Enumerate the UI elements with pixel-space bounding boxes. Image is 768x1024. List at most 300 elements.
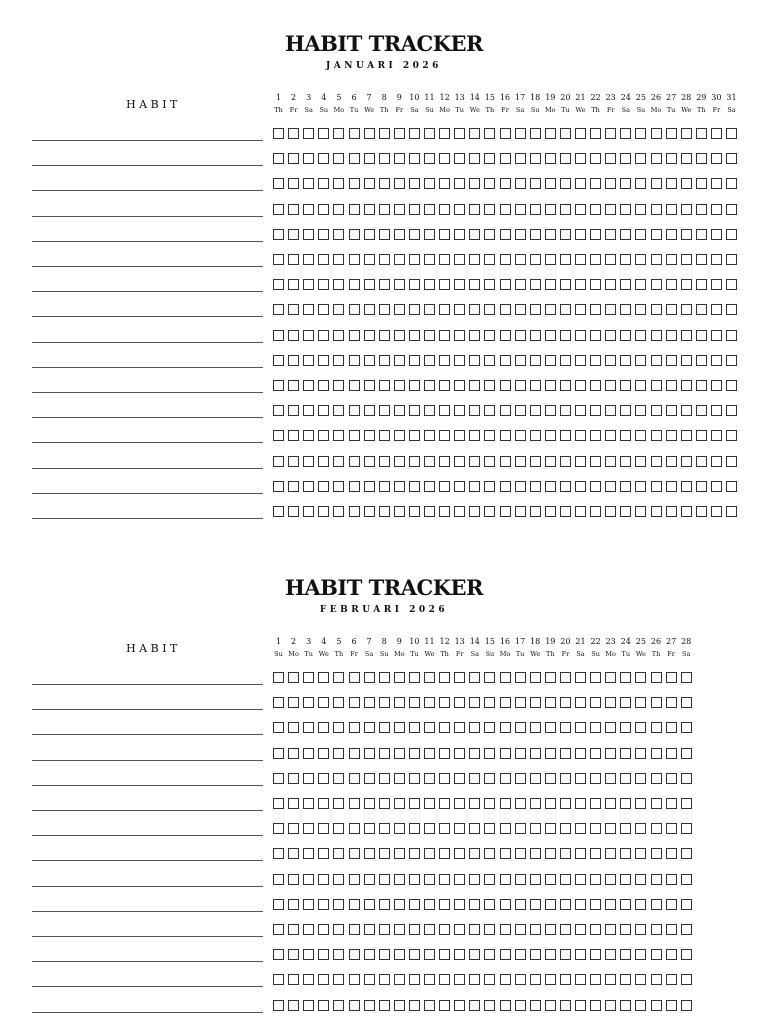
habit-checkbox[interactable]	[666, 697, 677, 708]
habit-checkbox[interactable]	[364, 924, 375, 935]
habit-checkbox[interactable]	[500, 330, 511, 341]
habit-checkbox[interactable]	[605, 254, 616, 265]
habit-checkbox[interactable]	[364, 204, 375, 215]
habit-checkbox[interactable]	[726, 430, 737, 441]
habit-checkbox[interactable]	[605, 798, 616, 809]
habit-checkbox[interactable]	[681, 330, 692, 341]
habit-checkbox[interactable]	[273, 798, 284, 809]
habit-checkbox[interactable]	[318, 430, 329, 441]
habit-checkbox[interactable]	[651, 279, 662, 290]
habit-checkbox[interactable]	[439, 456, 450, 467]
habit-checkbox[interactable]	[666, 456, 677, 467]
habit-checkbox[interactable]	[379, 874, 390, 885]
habit-checkbox[interactable]	[575, 430, 586, 441]
habit-checkbox[interactable]	[666, 128, 677, 139]
habit-checkbox[interactable]	[560, 304, 571, 315]
habit-checkbox[interactable]	[590, 304, 601, 315]
habit-checkbox[interactable]	[560, 924, 571, 935]
habit-checkbox[interactable]	[288, 304, 299, 315]
habit-checkbox[interactable]	[469, 481, 480, 492]
habit-checkbox[interactable]	[651, 748, 662, 759]
habit-checkbox[interactable]	[333, 974, 344, 985]
habit-checkbox[interactable]	[303, 672, 314, 683]
habit-checkbox[interactable]	[681, 848, 692, 859]
habit-checkbox[interactable]	[318, 949, 329, 960]
habit-checkbox[interactable]	[651, 773, 662, 784]
habit-checkbox[interactable]	[666, 899, 677, 910]
habit-checkbox[interactable]	[575, 330, 586, 341]
habit-checkbox[interactable]	[318, 380, 329, 391]
habit-checkbox[interactable]	[530, 405, 541, 416]
habit-checkbox[interactable]	[620, 128, 631, 139]
habit-checkbox[interactable]	[333, 481, 344, 492]
habit-checkbox[interactable]	[726, 304, 737, 315]
habit-checkbox[interactable]	[711, 304, 722, 315]
habit-checkbox[interactable]	[696, 506, 707, 517]
habit-checkbox[interactable]	[605, 773, 616, 784]
habit-checkbox[interactable]	[424, 924, 435, 935]
habit-checkbox[interactable]	[711, 254, 722, 265]
habit-checkbox[interactable]	[439, 848, 450, 859]
habit-checkbox[interactable]	[575, 697, 586, 708]
habit-checkbox[interactable]	[696, 405, 707, 416]
habit-checkbox[interactable]	[424, 128, 435, 139]
habit-checkbox[interactable]	[333, 355, 344, 366]
habit-checkbox[interactable]	[545, 330, 556, 341]
habit-checkbox[interactable]	[666, 355, 677, 366]
habit-name-line[interactable]	[32, 165, 263, 166]
habit-checkbox[interactable]	[545, 279, 556, 290]
habit-name-line[interactable]	[32, 342, 263, 343]
habit-checkbox[interactable]	[560, 153, 571, 164]
habit-checkbox[interactable]	[349, 974, 360, 985]
habit-checkbox[interactable]	[273, 128, 284, 139]
habit-checkbox[interactable]	[545, 405, 556, 416]
habit-checkbox[interactable]	[484, 899, 495, 910]
habit-checkbox[interactable]	[711, 405, 722, 416]
habit-checkbox[interactable]	[651, 798, 662, 809]
habit-checkbox[interactable]	[651, 823, 662, 834]
habit-checkbox[interactable]	[439, 430, 450, 441]
habit-name-line[interactable]	[32, 291, 263, 292]
habit-checkbox[interactable]	[515, 672, 526, 683]
habit-checkbox[interactable]	[484, 481, 495, 492]
habit-checkbox[interactable]	[681, 128, 692, 139]
habit-checkbox[interactable]	[318, 279, 329, 290]
habit-checkbox[interactable]	[530, 506, 541, 517]
habit-checkbox[interactable]	[394, 924, 405, 935]
habit-checkbox[interactable]	[303, 506, 314, 517]
habit-checkbox[interactable]	[681, 204, 692, 215]
habit-checkbox[interactable]	[575, 722, 586, 733]
habit-checkbox[interactable]	[303, 355, 314, 366]
habit-checkbox[interactable]	[394, 823, 405, 834]
habit-checkbox[interactable]	[469, 899, 480, 910]
habit-checkbox[interactable]	[273, 304, 284, 315]
habit-checkbox[interactable]	[454, 481, 465, 492]
habit-checkbox[interactable]	[364, 722, 375, 733]
habit-checkbox[interactable]	[635, 506, 646, 517]
habit-checkbox[interactable]	[484, 229, 495, 240]
habit-checkbox[interactable]	[303, 204, 314, 215]
habit-checkbox[interactable]	[726, 153, 737, 164]
habit-checkbox[interactable]	[530, 304, 541, 315]
habit-checkbox[interactable]	[333, 456, 344, 467]
habit-checkbox[interactable]	[635, 672, 646, 683]
habit-checkbox[interactable]	[726, 506, 737, 517]
habit-checkbox[interactable]	[454, 722, 465, 733]
habit-checkbox[interactable]	[273, 456, 284, 467]
habit-checkbox[interactable]	[530, 456, 541, 467]
habit-checkbox[interactable]	[288, 229, 299, 240]
habit-checkbox[interactable]	[575, 304, 586, 315]
habit-checkbox[interactable]	[394, 178, 405, 189]
habit-checkbox[interactable]	[409, 456, 420, 467]
habit-checkbox[interactable]	[379, 330, 390, 341]
habit-checkbox[interactable]	[620, 874, 631, 885]
habit-name-line[interactable]	[32, 936, 263, 937]
habit-checkbox[interactable]	[696, 380, 707, 391]
habit-checkbox[interactable]	[605, 823, 616, 834]
habit-checkbox[interactable]	[515, 506, 526, 517]
habit-checkbox[interactable]	[651, 949, 662, 960]
habit-checkbox[interactable]	[635, 456, 646, 467]
habit-checkbox[interactable]	[545, 380, 556, 391]
habit-checkbox[interactable]	[439, 506, 450, 517]
habit-checkbox[interactable]	[409, 330, 420, 341]
habit-checkbox[interactable]	[681, 949, 692, 960]
habit-checkbox[interactable]	[333, 697, 344, 708]
habit-checkbox[interactable]	[469, 874, 480, 885]
habit-checkbox[interactable]	[349, 949, 360, 960]
habit-checkbox[interactable]	[500, 848, 511, 859]
habit-checkbox[interactable]	[651, 924, 662, 935]
habit-checkbox[interactable]	[620, 848, 631, 859]
habit-checkbox[interactable]	[666, 481, 677, 492]
habit-checkbox[interactable]	[575, 506, 586, 517]
habit-checkbox[interactable]	[500, 949, 511, 960]
habit-checkbox[interactable]	[288, 481, 299, 492]
habit-checkbox[interactable]	[545, 798, 556, 809]
habit-checkbox[interactable]	[530, 748, 541, 759]
habit-checkbox[interactable]	[590, 974, 601, 985]
habit-checkbox[interactable]	[560, 672, 571, 683]
habit-checkbox[interactable]	[439, 823, 450, 834]
habit-checkbox[interactable]	[515, 722, 526, 733]
habit-checkbox[interactable]	[303, 304, 314, 315]
habit-checkbox[interactable]	[379, 974, 390, 985]
habit-checkbox[interactable]	[500, 748, 511, 759]
habit-checkbox[interactable]	[454, 128, 465, 139]
habit-checkbox[interactable]	[575, 773, 586, 784]
habit-checkbox[interactable]	[620, 380, 631, 391]
habit-checkbox[interactable]	[545, 355, 556, 366]
habit-checkbox[interactable]	[590, 924, 601, 935]
habit-checkbox[interactable]	[303, 798, 314, 809]
habit-checkbox[interactable]	[500, 279, 511, 290]
habit-checkbox[interactable]	[605, 178, 616, 189]
habit-checkbox[interactable]	[469, 949, 480, 960]
habit-checkbox[interactable]	[484, 279, 495, 290]
habit-checkbox[interactable]	[394, 355, 405, 366]
habit-checkbox[interactable]	[651, 697, 662, 708]
habit-checkbox[interactable]	[333, 128, 344, 139]
habit-checkbox[interactable]	[288, 380, 299, 391]
habit-checkbox[interactable]	[484, 254, 495, 265]
habit-checkbox[interactable]	[469, 355, 480, 366]
habit-checkbox[interactable]	[560, 506, 571, 517]
habit-checkbox[interactable]	[318, 1000, 329, 1011]
habit-checkbox[interactable]	[469, 672, 480, 683]
habit-checkbox[interactable]	[605, 456, 616, 467]
habit-checkbox[interactable]	[545, 697, 556, 708]
habit-checkbox[interactable]	[333, 178, 344, 189]
habit-checkbox[interactable]	[711, 128, 722, 139]
habit-checkbox[interactable]	[530, 848, 541, 859]
habit-checkbox[interactable]	[454, 697, 465, 708]
habit-checkbox[interactable]	[424, 773, 435, 784]
habit-checkbox[interactable]	[394, 229, 405, 240]
habit-checkbox[interactable]	[469, 722, 480, 733]
habit-checkbox[interactable]	[394, 722, 405, 733]
habit-checkbox[interactable]	[575, 848, 586, 859]
habit-checkbox[interactable]	[424, 178, 435, 189]
habit-checkbox[interactable]	[484, 380, 495, 391]
habit-checkbox[interactable]	[560, 899, 571, 910]
habit-checkbox[interactable]	[349, 506, 360, 517]
habit-checkbox[interactable]	[303, 924, 314, 935]
habit-checkbox[interactable]	[409, 128, 420, 139]
habit-checkbox[interactable]	[409, 874, 420, 885]
habit-checkbox[interactable]	[288, 974, 299, 985]
habit-checkbox[interactable]	[288, 672, 299, 683]
habit-checkbox[interactable]	[651, 355, 662, 366]
habit-checkbox[interactable]	[394, 697, 405, 708]
habit-checkbox[interactable]	[273, 899, 284, 910]
habit-checkbox[interactable]	[635, 355, 646, 366]
habit-checkbox[interactable]	[379, 823, 390, 834]
habit-checkbox[interactable]	[424, 153, 435, 164]
habit-checkbox[interactable]	[273, 748, 284, 759]
habit-checkbox[interactable]	[273, 697, 284, 708]
habit-checkbox[interactable]	[364, 254, 375, 265]
habit-checkbox[interactable]	[681, 178, 692, 189]
habit-checkbox[interactable]	[469, 848, 480, 859]
habit-checkbox[interactable]	[409, 304, 420, 315]
habit-checkbox[interactable]	[333, 1000, 344, 1011]
habit-checkbox[interactable]	[605, 949, 616, 960]
habit-checkbox[interactable]	[394, 204, 405, 215]
habit-name-line[interactable]	[32, 190, 263, 191]
habit-checkbox[interactable]	[635, 899, 646, 910]
habit-checkbox[interactable]	[333, 672, 344, 683]
habit-checkbox[interactable]	[651, 874, 662, 885]
habit-checkbox[interactable]	[303, 456, 314, 467]
habit-checkbox[interactable]	[711, 456, 722, 467]
habit-checkbox[interactable]	[711, 380, 722, 391]
habit-checkbox[interactable]	[394, 672, 405, 683]
habit-checkbox[interactable]	[439, 254, 450, 265]
habit-checkbox[interactable]	[500, 304, 511, 315]
habit-checkbox[interactable]	[605, 924, 616, 935]
habit-checkbox[interactable]	[349, 204, 360, 215]
habit-checkbox[interactable]	[726, 405, 737, 416]
habit-checkbox[interactable]	[545, 974, 556, 985]
habit-checkbox[interactable]	[303, 722, 314, 733]
habit-name-line[interactable]	[32, 468, 263, 469]
habit-checkbox[interactable]	[605, 430, 616, 441]
habit-checkbox[interactable]	[288, 456, 299, 467]
habit-checkbox[interactable]	[424, 355, 435, 366]
habit-checkbox[interactable]	[364, 430, 375, 441]
habit-checkbox[interactable]	[303, 1000, 314, 1011]
habit-checkbox[interactable]	[545, 304, 556, 315]
habit-checkbox[interactable]	[439, 874, 450, 885]
habit-checkbox[interactable]	[364, 874, 375, 885]
habit-checkbox[interactable]	[500, 722, 511, 733]
habit-checkbox[interactable]	[409, 974, 420, 985]
habit-checkbox[interactable]	[635, 924, 646, 935]
habit-checkbox[interactable]	[394, 949, 405, 960]
habit-checkbox[interactable]	[409, 899, 420, 910]
habit-checkbox[interactable]	[409, 229, 420, 240]
habit-checkbox[interactable]	[545, 229, 556, 240]
habit-checkbox[interactable]	[651, 153, 662, 164]
habit-checkbox[interactable]	[424, 481, 435, 492]
habit-checkbox[interactable]	[333, 722, 344, 733]
habit-checkbox[interactable]	[560, 229, 571, 240]
habit-checkbox[interactable]	[515, 153, 526, 164]
habit-checkbox[interactable]	[318, 330, 329, 341]
habit-checkbox[interactable]	[530, 330, 541, 341]
habit-checkbox[interactable]	[424, 279, 435, 290]
habit-checkbox[interactable]	[590, 748, 601, 759]
habit-checkbox[interactable]	[515, 330, 526, 341]
habit-checkbox[interactable]	[696, 430, 707, 441]
habit-checkbox[interactable]	[500, 1000, 511, 1011]
habit-checkbox[interactable]	[575, 254, 586, 265]
habit-checkbox[interactable]	[454, 430, 465, 441]
habit-checkbox[interactable]	[484, 430, 495, 441]
habit-checkbox[interactable]	[484, 672, 495, 683]
habit-checkbox[interactable]	[454, 456, 465, 467]
habit-checkbox[interactable]	[651, 128, 662, 139]
habit-checkbox[interactable]	[439, 697, 450, 708]
habit-checkbox[interactable]	[379, 697, 390, 708]
habit-checkbox[interactable]	[696, 456, 707, 467]
habit-checkbox[interactable]	[379, 773, 390, 784]
habit-checkbox[interactable]	[620, 974, 631, 985]
habit-checkbox[interactable]	[666, 254, 677, 265]
habit-checkbox[interactable]	[288, 924, 299, 935]
habit-checkbox[interactable]	[439, 974, 450, 985]
habit-checkbox[interactable]	[303, 229, 314, 240]
habit-checkbox[interactable]	[681, 481, 692, 492]
habit-checkbox[interactable]	[530, 178, 541, 189]
habit-checkbox[interactable]	[726, 128, 737, 139]
habit-checkbox[interactable]	[484, 823, 495, 834]
habit-checkbox[interactable]	[454, 748, 465, 759]
habit-checkbox[interactable]	[394, 848, 405, 859]
habit-name-line[interactable]	[32, 785, 263, 786]
habit-checkbox[interactable]	[394, 153, 405, 164]
habit-checkbox[interactable]	[711, 506, 722, 517]
habit-name-line[interactable]	[32, 886, 263, 887]
habit-checkbox[interactable]	[379, 506, 390, 517]
habit-checkbox[interactable]	[424, 974, 435, 985]
habit-checkbox[interactable]	[379, 798, 390, 809]
habit-checkbox[interactable]	[500, 798, 511, 809]
habit-checkbox[interactable]	[651, 1000, 662, 1011]
habit-checkbox[interactable]	[273, 874, 284, 885]
habit-checkbox[interactable]	[303, 405, 314, 416]
habit-checkbox[interactable]	[500, 924, 511, 935]
habit-checkbox[interactable]	[364, 380, 375, 391]
habit-checkbox[interactable]	[666, 153, 677, 164]
habit-checkbox[interactable]	[560, 773, 571, 784]
habit-checkbox[interactable]	[288, 254, 299, 265]
habit-checkbox[interactable]	[500, 481, 511, 492]
habit-checkbox[interactable]	[711, 355, 722, 366]
habit-checkbox[interactable]	[635, 874, 646, 885]
habit-checkbox[interactable]	[681, 697, 692, 708]
habit-checkbox[interactable]	[696, 229, 707, 240]
habit-name-line[interactable]	[32, 709, 263, 710]
habit-checkbox[interactable]	[635, 430, 646, 441]
habit-checkbox[interactable]	[333, 773, 344, 784]
habit-checkbox[interactable]	[439, 355, 450, 366]
habit-checkbox[interactable]	[500, 405, 511, 416]
habit-name-line[interactable]	[32, 734, 263, 735]
habit-checkbox[interactable]	[409, 405, 420, 416]
habit-checkbox[interactable]	[635, 697, 646, 708]
habit-checkbox[interactable]	[424, 722, 435, 733]
habit-checkbox[interactable]	[409, 1000, 420, 1011]
habit-checkbox[interactable]	[333, 823, 344, 834]
habit-checkbox[interactable]	[545, 748, 556, 759]
habit-checkbox[interactable]	[273, 823, 284, 834]
habit-checkbox[interactable]	[379, 405, 390, 416]
habit-checkbox[interactable]	[666, 672, 677, 683]
habit-checkbox[interactable]	[681, 672, 692, 683]
habit-checkbox[interactable]	[349, 430, 360, 441]
habit-checkbox[interactable]	[666, 204, 677, 215]
habit-checkbox[interactable]	[364, 128, 375, 139]
habit-checkbox[interactable]	[651, 430, 662, 441]
habit-checkbox[interactable]	[500, 153, 511, 164]
habit-checkbox[interactable]	[424, 1000, 435, 1011]
habit-checkbox[interactable]	[681, 355, 692, 366]
habit-checkbox[interactable]	[635, 798, 646, 809]
habit-checkbox[interactable]	[469, 748, 480, 759]
habit-checkbox[interactable]	[469, 405, 480, 416]
habit-name-line[interactable]	[32, 316, 263, 317]
habit-checkbox[interactable]	[379, 178, 390, 189]
habit-checkbox[interactable]	[726, 456, 737, 467]
habit-checkbox[interactable]	[424, 430, 435, 441]
habit-checkbox[interactable]	[318, 924, 329, 935]
habit-checkbox[interactable]	[560, 798, 571, 809]
habit-checkbox[interactable]	[379, 924, 390, 935]
habit-checkbox[interactable]	[500, 430, 511, 441]
habit-checkbox[interactable]	[273, 380, 284, 391]
habit-checkbox[interactable]	[469, 128, 480, 139]
habit-checkbox[interactable]	[620, 823, 631, 834]
habit-checkbox[interactable]	[288, 178, 299, 189]
habit-checkbox[interactable]	[273, 506, 284, 517]
habit-checkbox[interactable]	[469, 430, 480, 441]
habit-checkbox[interactable]	[545, 1000, 556, 1011]
